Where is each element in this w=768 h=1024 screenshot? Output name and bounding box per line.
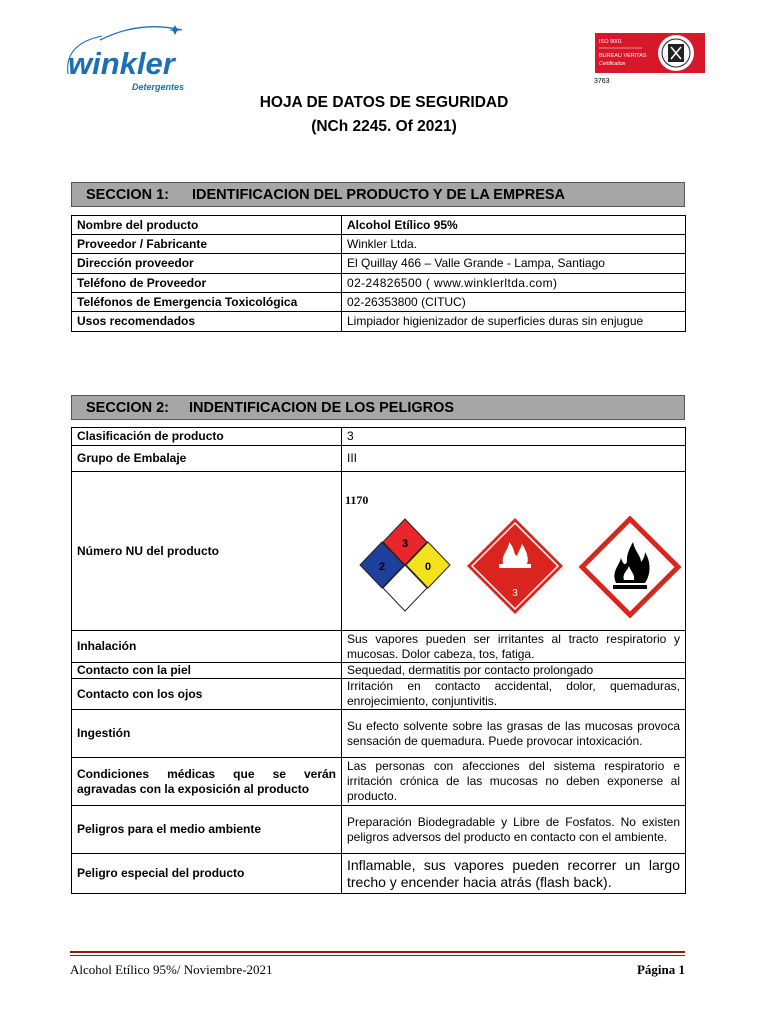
row-label: Inhalación xyxy=(72,631,342,663)
svg-text:Certification: Certification xyxy=(599,61,626,67)
row-label: Ingestión xyxy=(72,710,342,758)
footer-document-label: Alcohol Etílico 95%/ Noviembre-2021 xyxy=(70,962,273,977)
row-value: 3 xyxy=(342,428,686,446)
section-1-number: SECCION 1: xyxy=(86,187,169,203)
row-value: El Quillay 466 – Valle Grande - Lampa, Santiago xyxy=(342,254,686,274)
table-row xyxy=(72,216,686,235)
table-row xyxy=(72,758,686,806)
row-value: 02-24826500 ( www.winklerltda.com) xyxy=(342,274,686,293)
row-label: Peligros para el medio ambiente xyxy=(72,806,342,854)
row-label: Peligro especial del producto xyxy=(72,854,342,894)
nfpa-reactivity-value: 0 xyxy=(424,561,432,573)
table-row xyxy=(72,854,686,894)
table-row xyxy=(72,428,686,446)
flammable-liquid-class-label-icon xyxy=(465,516,565,616)
ghs-flame-pictogram-icon xyxy=(579,516,681,618)
document-title: HOJA DE DATOS DE SEGURIDAD xyxy=(259,94,509,111)
un-number-overlay xyxy=(71,471,686,630)
table-row xyxy=(72,446,686,472)
product-identification-table xyxy=(71,215,686,332)
certification-badge xyxy=(592,33,705,85)
row-value: III xyxy=(342,446,686,472)
section-2-number: SECCION 2: xyxy=(86,400,169,416)
table-row xyxy=(72,663,686,679)
logo-subtitle: Detergentes xyxy=(132,82,185,92)
table-row xyxy=(72,274,686,293)
row-value: Limpiador higienizador de superficies duras sin enjugue xyxy=(342,312,686,332)
section-1-title: IDENTIFICACION DEL PRODUCTO Y DE LA EMPRESA xyxy=(192,187,566,203)
bureau-veritas-seal-icon xyxy=(658,35,694,71)
row-label: Dirección proveedor xyxy=(72,254,342,274)
row-label: Contacto con la piel xyxy=(72,663,342,679)
svg-text:ISO 9001: ISO 9001 xyxy=(599,39,623,45)
section-2-header xyxy=(71,395,685,420)
row-label: Teléfonos de Emergencia Toxicológica xyxy=(72,293,342,312)
row-label: Grupo de Embalaje xyxy=(72,446,342,472)
row-value: Sus vapores pueden ser irritantes al tracto respiratorio y mucosas. Dolor cabeza, tos, fatiga. xyxy=(342,631,686,663)
row-value: 02-26353800 (CITUC) xyxy=(342,293,686,312)
row-label: Condiciones médicas que se verán agravadas con la exposición al producto xyxy=(72,758,342,806)
table-row xyxy=(72,254,686,274)
logo-wordmark: winkler xyxy=(68,46,175,81)
footer-rule xyxy=(70,955,685,956)
section-1-header xyxy=(71,182,685,207)
row-label: Clasificación de producto xyxy=(72,428,342,446)
page-number: Página 1 xyxy=(636,962,685,977)
nfpa-health-value: 2 xyxy=(378,561,386,573)
row-value: Su efecto solvente sobre las grasas de las mucosas provoca sensación de quemadura. Puede provocar intoxicación. xyxy=(342,710,686,758)
table-row xyxy=(72,710,686,758)
nfpa-flammability-value: 3 xyxy=(401,538,409,550)
row-label: Nombre del producto xyxy=(72,216,342,235)
section-2-title: INDENTIFICACION DE LOS PELIGROS xyxy=(189,400,455,416)
row-value: Irritación en contacto accidental, dolor, quemaduras, enrojecimiento, conjuntivitis. xyxy=(342,679,686,710)
row-value: Sequedad, dermatitis por contacto prolongado xyxy=(342,663,686,679)
table-row xyxy=(72,806,686,854)
winkler-logo xyxy=(60,22,210,97)
row-value: Preparación Biodegradable y Libre de Fosfatos. No existen peligros adversos del producto en contacto con el ambiente. xyxy=(342,806,686,854)
row-label: Proveedor / Fabricante xyxy=(72,235,342,254)
row-label: Usos recomendados xyxy=(72,312,342,332)
row-label: Contacto con los ojos xyxy=(72,679,342,710)
table-row xyxy=(72,631,686,663)
row-value: Las personas con afecciones del sistema respiratorio e irritación crónica de las mucosas no deben exponerse al producto. xyxy=(342,758,686,806)
row-label: Teléfono de Proveedor xyxy=(72,274,342,293)
row-value: Inflamable, sus vapores pueden recorrer un largo trecho y encender hacia atrás (flash back). xyxy=(342,854,686,894)
row-value: Alcohol Etílico 95% xyxy=(342,216,686,235)
row-label: Número NU del producto xyxy=(72,472,342,631)
svg-text:3763: 3763 xyxy=(594,78,610,85)
table-row xyxy=(72,679,686,710)
table-row xyxy=(72,235,686,254)
table-row xyxy=(72,293,686,312)
nfpa-diamond-icon xyxy=(358,517,452,613)
un-number: 1170 xyxy=(345,493,369,507)
un-class-number: 3 xyxy=(512,588,518,599)
footer-rule xyxy=(70,951,685,953)
svg-text:BUREAU VERITAS: BUREAU VERITAS xyxy=(599,53,647,59)
table-row xyxy=(72,312,686,332)
row-value: Winkler Ltda. xyxy=(342,235,686,254)
document-subtitle: (NCh 2245. Of 2021) xyxy=(311,118,457,135)
